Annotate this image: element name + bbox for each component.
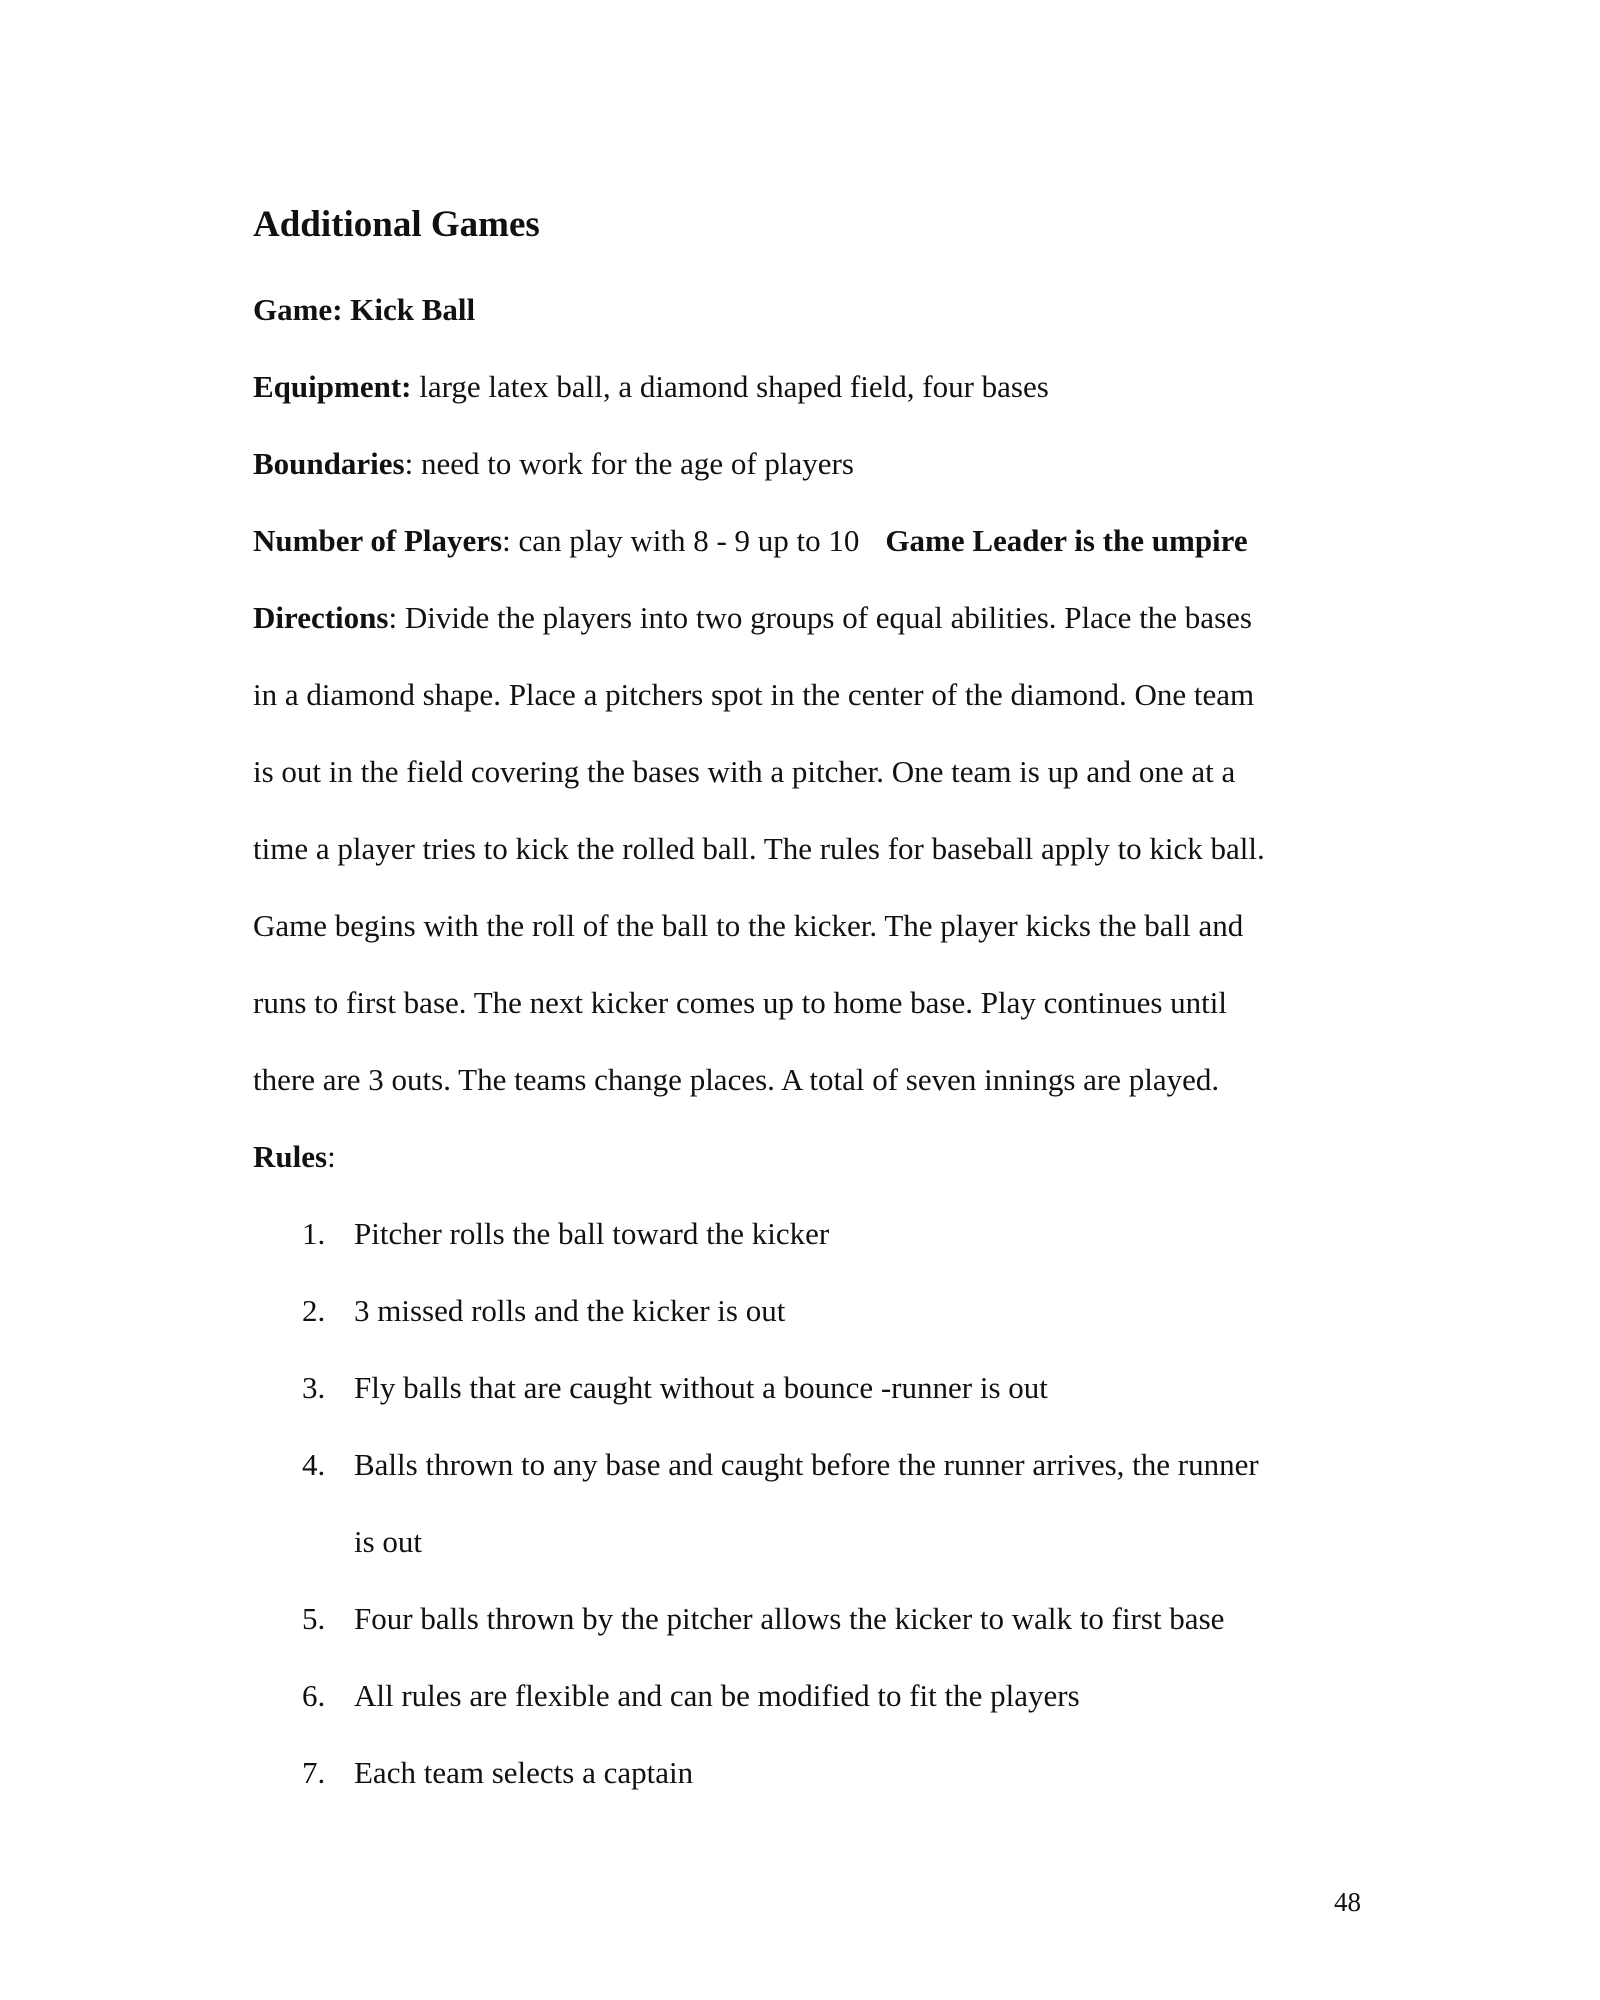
players-label: Number of Players: [253, 523, 503, 558]
rule-text: Each team selects a captain: [354, 1755, 694, 1790]
directions-line-4: time a player tries to kick the rolled ball. The rules for baseball apply to kick ball.: [253, 831, 1265, 866]
rule-number: 7.: [302, 1755, 326, 1790]
rules-label: Rules: [253, 1139, 328, 1174]
page-number: 48: [1334, 1887, 1361, 1917]
directions-line-2: in a diamond shape. Place a pitchers spot in the center of the diamond. One team: [253, 677, 1255, 712]
directions-label: Directions: [253, 600, 389, 635]
equipment-line: [253, 367, 1049, 407]
boundaries-text: : need to work for the age of players: [404, 446, 854, 481]
rules-colon: :: [327, 1139, 336, 1174]
players-text: : can play with 8 - 9 up to 10: [502, 523, 860, 558]
rule-number: 4.: [302, 1447, 326, 1482]
directions-line-3: is out in the field covering the bases with a pitcher. One team is up and one at a: [253, 754, 1236, 789]
rule-text: Pitcher rolls the ball toward the kicker: [354, 1216, 830, 1251]
rule-number: 5.: [302, 1601, 326, 1636]
players-line: [253, 521, 1248, 561]
equipment-text: large latex ball, a diamond shaped field, four bases: [411, 369, 1049, 404]
equipment-label: Equipment:: [253, 369, 412, 404]
directions-line-7: there are 3 outs. The teams change places. A total of seven innings are played.: [253, 1062, 1220, 1097]
rule-number: 2.: [302, 1293, 326, 1328]
boundaries-line: [253, 444, 854, 484]
rule-text: Balls thrown to any base and caught before the runner arrives, the runner: [354, 1447, 1259, 1482]
game-title: Game: Kick Ball: [253, 292, 476, 327]
boundaries-label: Boundaries: [253, 446, 405, 481]
players-note: Game Leader is the umpire: [885, 523, 1248, 558]
section-title: Additional Games: [253, 204, 540, 245]
rules-line: [253, 1137, 336, 1177]
rule-number: 3.: [302, 1370, 326, 1405]
rule-text: All rules are flexible and can be modified to fit the players: [354, 1678, 1080, 1713]
rule-number: 6.: [302, 1678, 326, 1713]
directions-line: [253, 598, 1252, 638]
directions-first-line: : Divide the players into two groups of equal abilities. Place the bases: [388, 600, 1252, 635]
rule-text: Four balls thrown by the pitcher allows the kicker to walk to first base: [354, 1601, 1225, 1636]
directions-line-6: runs to first base. The next kicker comes up to home base. Play continues until: [253, 985, 1228, 1020]
rule-number: 1.: [302, 1216, 326, 1251]
rule-text: Fly balls that are caught without a bounce -runner is out: [354, 1370, 1048, 1405]
directions-line-5: Game begins with the roll of the ball to the kicker. The player kicks the ball and: [253, 908, 1244, 943]
rule-text-continuation: is out: [354, 1524, 423, 1559]
rule-text: 3 missed rolls and the kicker is out: [354, 1293, 786, 1328]
